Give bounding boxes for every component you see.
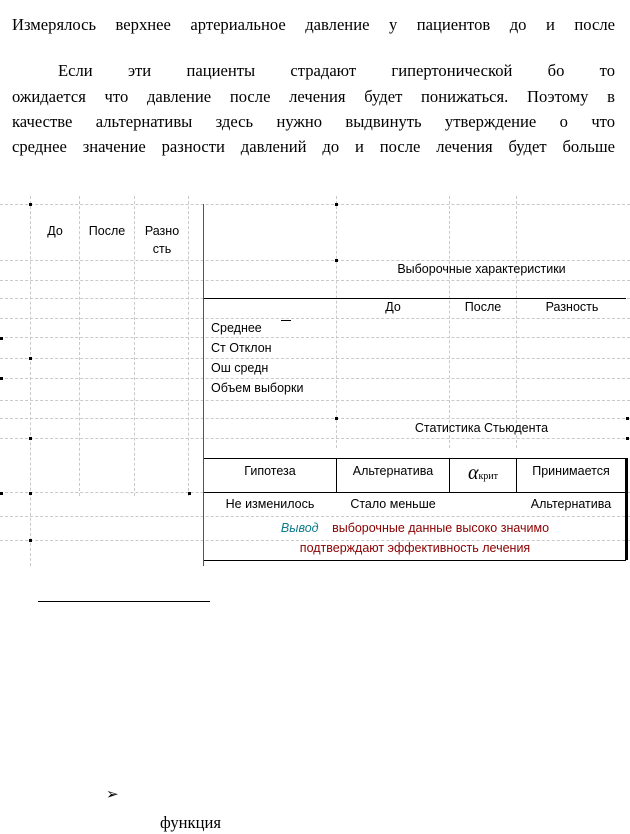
row-label-mean: Среднее xyxy=(211,321,262,335)
left-header-do: До xyxy=(47,224,63,238)
corner-dot xyxy=(0,492,3,495)
col-header-do: До xyxy=(385,300,401,314)
row-label-se: Ош средн xyxy=(211,361,269,375)
col-header-raznost: Разность xyxy=(545,300,599,314)
footnote-separator xyxy=(38,601,210,602)
row-label-std: Ст Отклон xyxy=(211,341,272,355)
text-para-line-1: Если эти пациенты страдают гипертонической бо то xyxy=(58,61,615,80)
corner-dot xyxy=(29,437,32,440)
row-label-n: Объем выборки xyxy=(211,381,304,395)
text-line-1: Измерялось верхнее артериальное давление у пациентов до и после xyxy=(12,15,615,34)
alpha-subscript: крит xyxy=(478,471,499,482)
corner-dot xyxy=(29,203,32,206)
hyp-value-accepted: Альтернатива xyxy=(530,497,612,511)
alpha-symbol: α xyxy=(467,462,479,484)
corner-dot xyxy=(0,337,3,340)
left-header-posle: После xyxy=(88,224,126,238)
word-function: функция xyxy=(160,813,221,832)
corner-dot xyxy=(29,539,32,542)
left-header-raznost-2: сть xyxy=(152,242,172,256)
hyp-header-hypothesis: Гипотеза xyxy=(244,464,296,478)
conclusion-text: выборочные данные высоко значимо xyxy=(332,521,550,535)
hyp-value-alternative: Стало меньше xyxy=(350,497,436,511)
corner-dot xyxy=(0,377,3,380)
corner-dot xyxy=(626,417,629,420)
text-para-line-2: ожидается что давление после лечения будет понижаться. Поэтому в xyxy=(12,87,615,106)
corner-dot xyxy=(626,437,629,440)
corner-dot xyxy=(188,492,191,495)
hyp-header-accepted: Принимается xyxy=(532,464,610,478)
text-para-line-3: качестве альтернативы здесь нужно выдвинуть утверждение о что xyxy=(12,112,615,131)
conclusion-line-2: подтверждают эффективность лечения xyxy=(299,541,531,555)
conclusion-label: Вывод xyxy=(280,521,319,535)
corner-dot xyxy=(335,259,338,262)
corner-dot xyxy=(335,417,338,420)
conclusion-line-1 xyxy=(204,521,626,535)
hyp-value-hypothesis: Не изменилось xyxy=(225,497,315,511)
corner-dot xyxy=(29,492,32,495)
corner-dot xyxy=(335,203,338,206)
text-para-line-4: среднее значение разности давлений до и после лечения будет больше xyxy=(12,137,615,156)
section-title-sample-characteristics: Выборочные характеристики xyxy=(397,262,566,276)
col-header-posle: После xyxy=(464,300,502,314)
student-statistic-label: Статистика Стьюдента xyxy=(414,421,549,435)
hyp-header-alpha xyxy=(450,462,516,485)
spreadsheet xyxy=(0,196,630,566)
bullet-arrow-icon: ➢ xyxy=(106,785,119,803)
corner-dot xyxy=(29,357,32,360)
left-header-raznost-1: Разно xyxy=(144,224,180,238)
hyp-header-alternative: Альтернатива xyxy=(352,464,434,478)
